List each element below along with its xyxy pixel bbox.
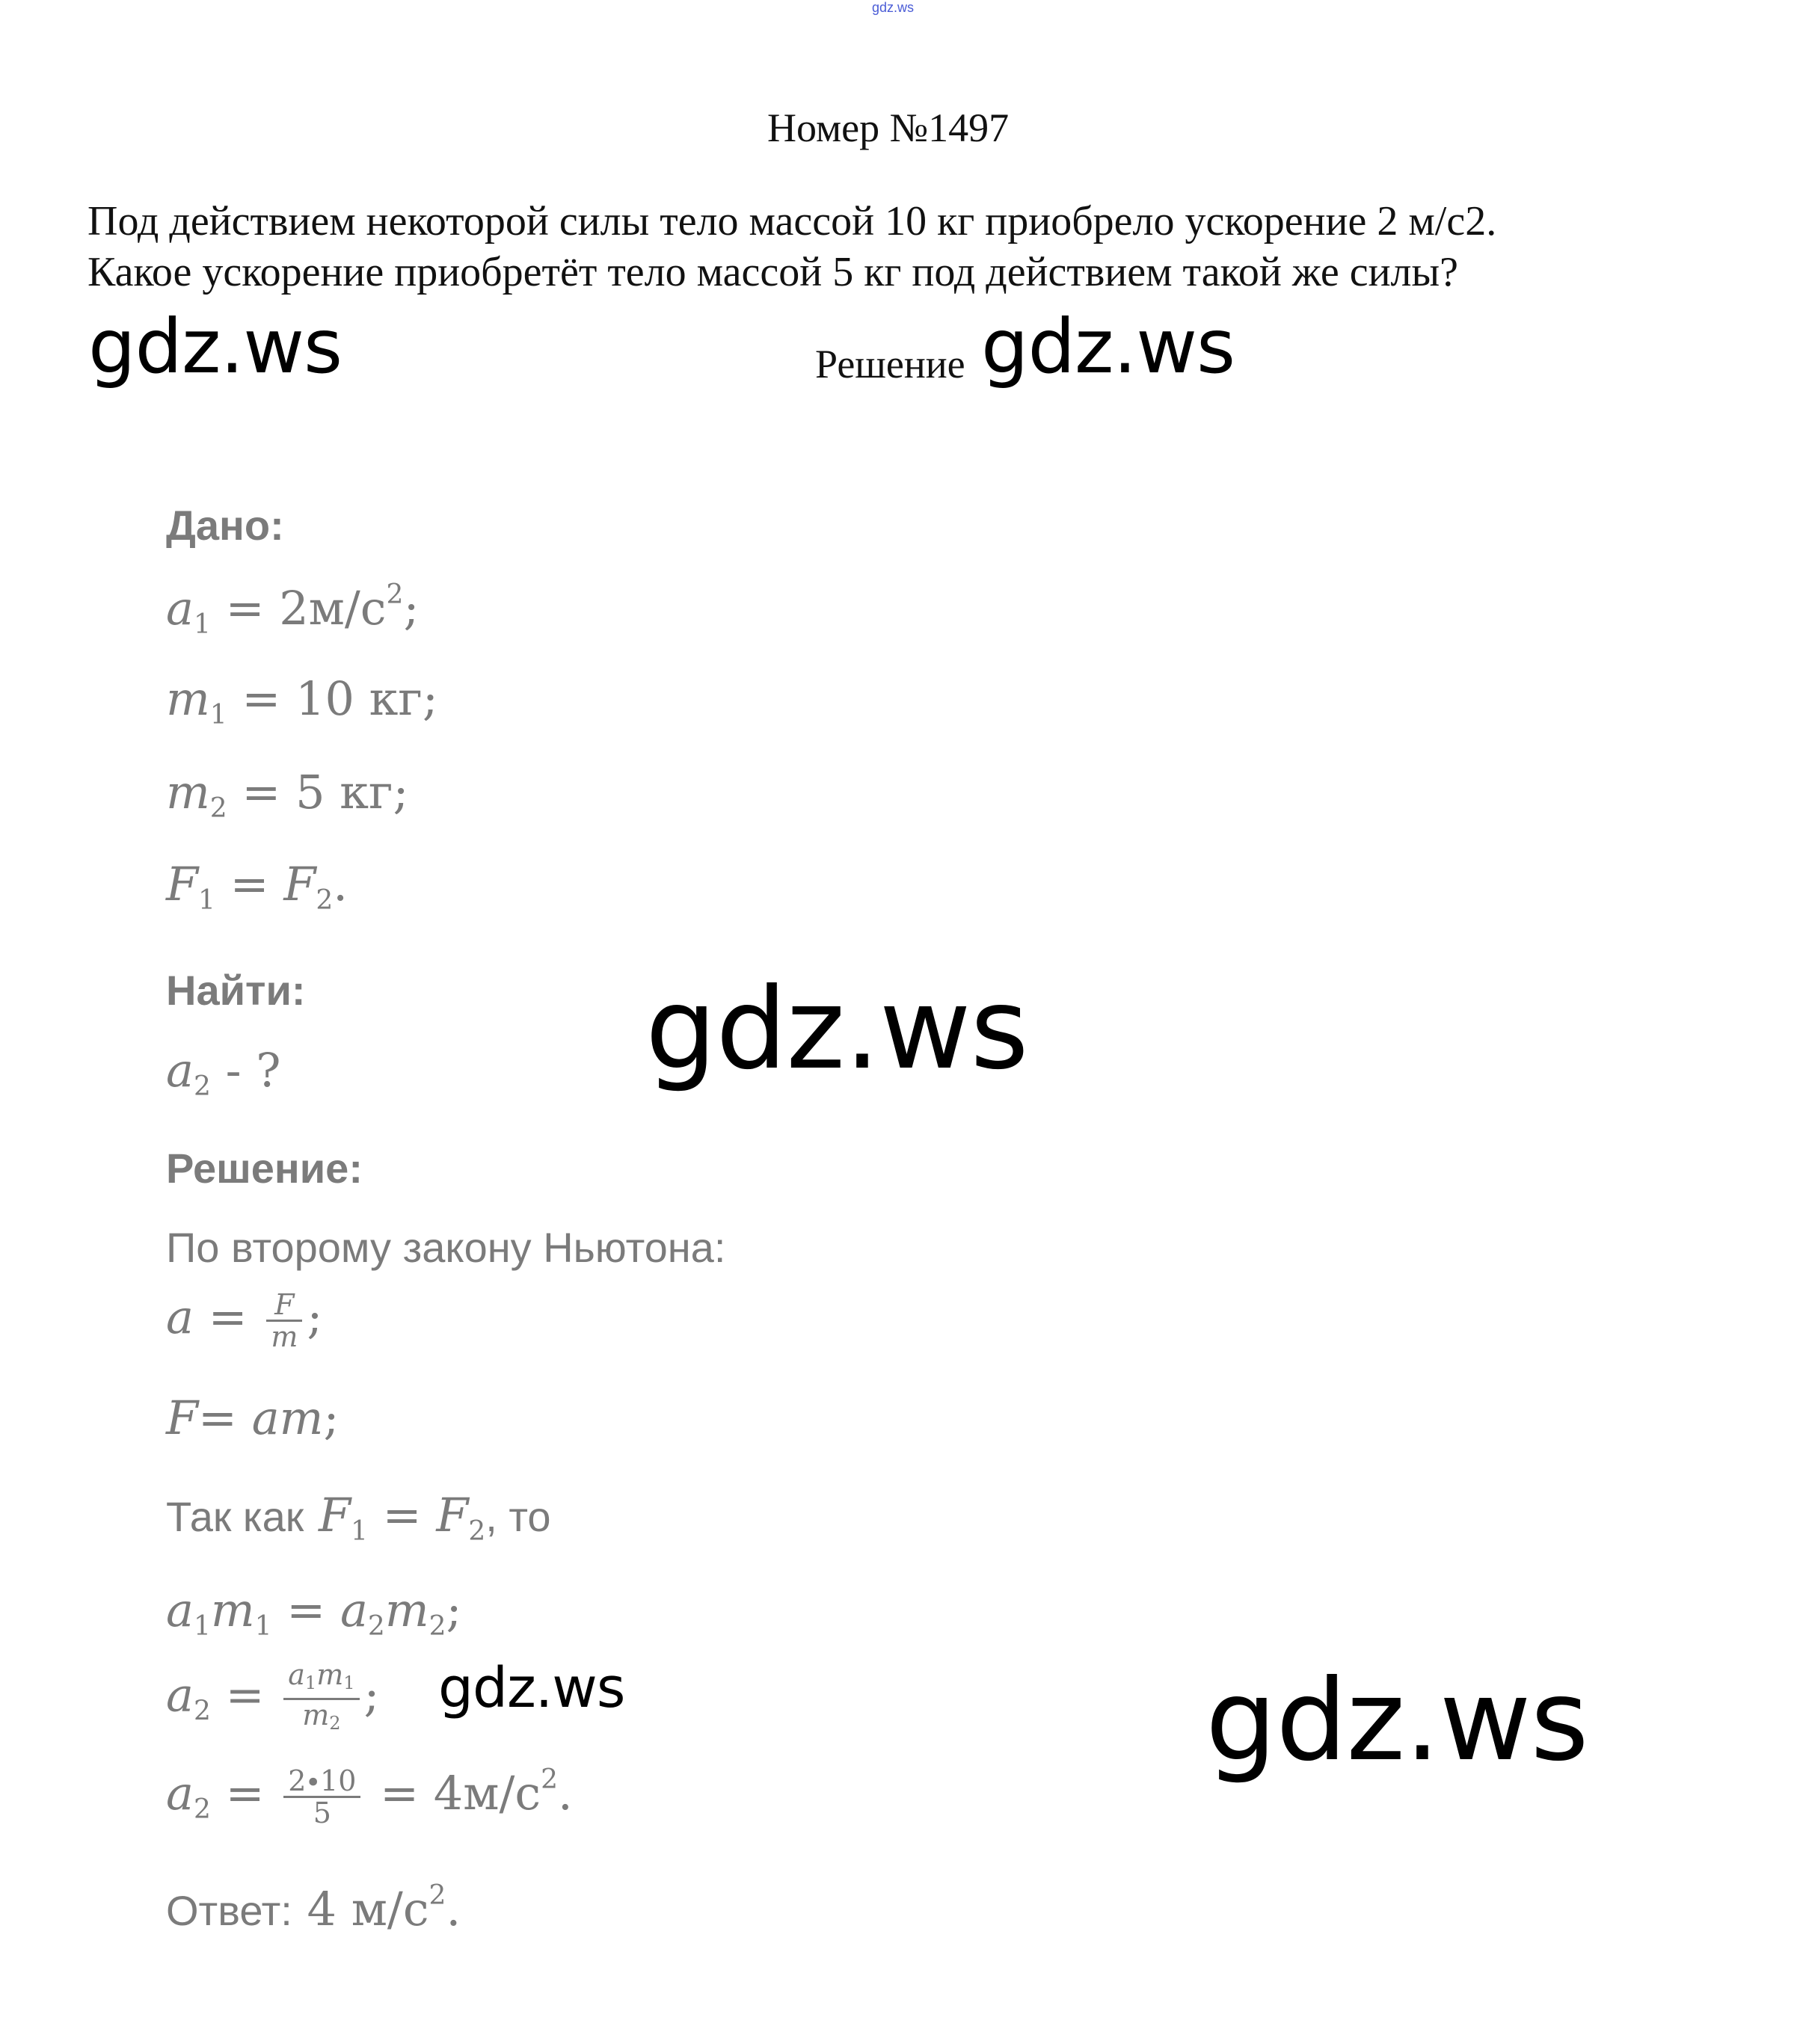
given-m1: $m_1 = 10$ кг; [166, 671, 438, 730]
page-title: Номер №1497 [767, 105, 1010, 150]
problem-line-2: Какое ускорение приобретёт тело массой 5 кг под действием такой же силы? [87, 249, 1458, 295]
watermark-logo: gdz.ws [438, 1656, 625, 1720]
watermark-logo: gdz.ws [88, 303, 342, 390]
formula-a-equals-f-over-m: a = $\frac{F}{m}$ ; [166, 1288, 323, 1354]
newton-law-text: По второму закону Ньютона: [166, 1224, 726, 1271]
given-label: Дано: [166, 502, 284, 549]
watermark-logo: gdz.ws [1205, 1656, 1588, 1786]
formula-a1m1-equals-a2m2: $a_1m_1 = a_2m_2$; [166, 1583, 462, 1642]
solution-caption: Решение [815, 342, 965, 387]
watermark-logo: gdz.ws [645, 964, 1028, 1095]
formula-a2-expression: $a_2$ = $\frac{a_1m_1}{m_2}$ ; [166, 1658, 380, 1734]
given-forces: $F_1 = F_2$. [166, 857, 348, 916]
formula-f-equals-am: F= am; [166, 1391, 340, 1445]
problem-statement [87, 196, 1733, 298]
watermark-logo: gdz.ws [981, 303, 1235, 390]
answer-line: Ответ: 4 $м/с^2$. [166, 1880, 461, 1936]
solution-label: Решение: [166, 1145, 363, 1192]
formula-a2-result: $a_2$ = $\frac{2\cdot 10}{5}$ = $4м/с^2$. [166, 1764, 573, 1830]
problem-line-1: Под действием некоторой силы тело массой 10 кг приобрело ускорение 2 м/с2. [87, 198, 1497, 244]
find-a2: $a_2$ - ? [166, 1043, 281, 1102]
since-forces-equal: Так как $F_1 = F_2$, то [166, 1488, 551, 1547]
small-watermark: gdz.ws [872, 0, 915, 15]
given-a1: $a_1 = 2м/с^2$; [166, 579, 420, 640]
given-m2: $m_2 = 5$ кг; [166, 765, 409, 824]
find-label: Найти: [166, 967, 306, 1014]
